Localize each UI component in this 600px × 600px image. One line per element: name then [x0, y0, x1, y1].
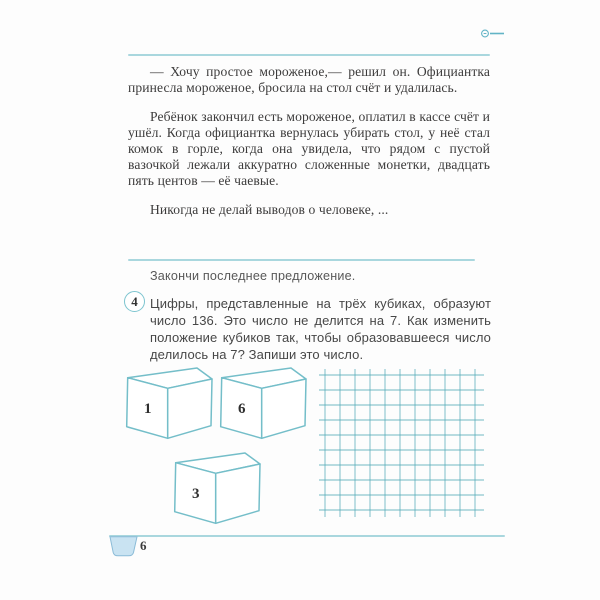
publisher-copyright-icon — [480, 26, 506, 37]
page-number: 6 — [140, 538, 147, 553]
story-paragraph: — Хочу простое мороженое,— решил он. Официантка принесла мороженое, бросила на стол счёт и удалилась. — [128, 64, 490, 95]
task-number-badge: 4 — [124, 291, 145, 312]
cube-digit: 3 — [192, 486, 200, 502]
cube-figure-1 — [125, 366, 215, 444]
cube-right-face — [216, 464, 260, 523]
instruction-text: Закончи последнее предложение. — [150, 269, 356, 283]
task-text: Цифры, представленные на трёх кубиках, образуют число 136. Это число не делится на 7. Как изменить положение кубиков так, чтобы образовавшееся число делилось на 7? Запиши это число. — [150, 296, 491, 362]
story-paragraph: Ребёнок закончил есть мороженое, оплатил в кассе счёт и ушёл. Когда официантка вернулась убирать стол, у неё стал комок в горле, когда она увидела, что рядом с пустой вазочкой лежали аккуратно сложенные монетки, двадцать пять центов — её чаевые. — [128, 109, 490, 188]
cube-right-face — [262, 379, 306, 438]
bottom-divider — [109, 535, 505, 537]
cube-right-face — [168, 379, 212, 438]
cube-figure-2 — [219, 366, 309, 444]
top-divider — [128, 54, 490, 56]
section-divider — [128, 259, 475, 261]
grid-paper — [312, 362, 488, 524]
cube-digit: 6 — [238, 401, 246, 417]
story-paragraph: Никогда не делай выводов о человеке, ... — [150, 202, 389, 217]
page-corner-tab — [109, 536, 138, 557]
cube-digit: 1 — [144, 401, 152, 417]
cube-figure-3 — [173, 451, 263, 529]
story-text — [128, 64, 490, 231]
